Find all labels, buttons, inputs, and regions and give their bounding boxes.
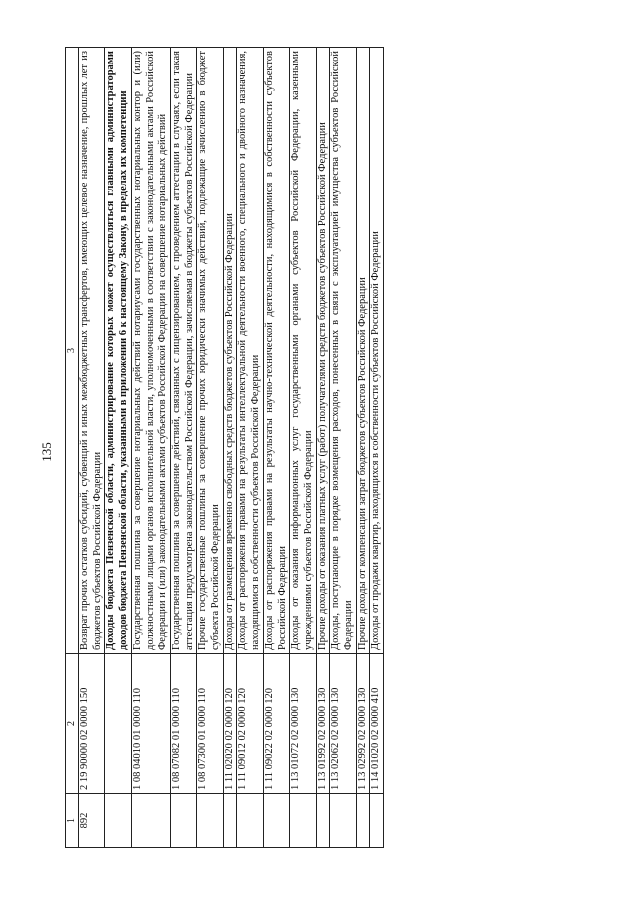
table-row — [223, 48, 237, 848]
admin-code-cell — [330, 794, 356, 848]
table-row — [356, 48, 370, 848]
table-row — [197, 48, 223, 848]
admin-code-cell — [170, 794, 196, 848]
revenue-description-cell: Прочие доходы от оказания платных услуг (работ) получателями средств бюджетов субъектов Российской Федерации — [316, 48, 330, 654]
revenue-code-cell: 1 11 09012 02 0000 120 — [237, 654, 263, 794]
admin-code-cell — [356, 794, 370, 848]
revenue-code-cell: 1 13 02992 02 0000 130 — [356, 654, 370, 794]
page-number: 135 — [39, 442, 54, 462]
revenue-code-cell: 1 08 07300 01 0000 110 — [197, 654, 223, 794]
revenue-description-cell: Доходы, поступающие в порядке возмещения расходов, понесенных в связи с эксплуатацией имущества субъектов Российской Федерации — [330, 48, 356, 654]
admin-code-cell — [263, 794, 289, 848]
revenue-code-cell: 1 11 02020 02 0000 120 — [223, 654, 237, 794]
admin-code-cell — [370, 794, 384, 848]
table-header-row — [66, 48, 79, 848]
admin-code-cell — [131, 794, 170, 848]
admin-code-cell — [223, 794, 237, 848]
table-row — [170, 48, 196, 848]
admin-code-cell — [105, 794, 131, 848]
table-row — [131, 48, 170, 848]
revenue-code-cell: 1 13 02062 02 0000 130 — [330, 654, 356, 794]
table-row — [105, 48, 131, 848]
header-col-1: 1 — [66, 794, 79, 848]
revenue-description-cell: Доходы бюджета Пензенской области, администрирование которых может осуществляться главными администраторами доходов бюджета Пензенской области, указанными в приложении 6 к настоящему Закону, в пределах их компетенции — [105, 48, 131, 654]
header-col-3: 3 — [66, 48, 79, 654]
admin-code-cell — [290, 794, 316, 848]
revenue-code-cell: 2 19 90000 02 0000 150 — [79, 654, 105, 794]
revenue-description-cell: Доходы от оказания информационных услуг государственными органами субъектов Российской Федерации, казенными учреждениями субъектов Российской Федерации — [290, 48, 316, 654]
table-row — [79, 48, 105, 848]
table-row — [237, 48, 263, 848]
revenue-description-cell: Прочие государственные пошлины за совершение прочих юридически значимых действий, подлежащие зачислению в бюджет субъекта Российской Федерации — [197, 48, 223, 654]
revenue-code-cell: 1 13 01992 02 0000 130 — [316, 654, 330, 794]
revenue-description-cell: Возврат прочих остатков субсидий, субвенций и иных межбюджетных трансфертов, имеющих целевое назначение, прошлых лет из бюджетов субъектов Российской Федерации — [79, 48, 105, 654]
header-col-2: 2 — [66, 654, 79, 794]
table-row — [316, 48, 330, 848]
revenue-description-cell: Доходы от размещения временно свободных средств бюджетов субъектов Российской Федерации — [223, 48, 237, 654]
revenue-description-cell: Доходы от распоряжения правами на результаты интеллектуальной деятельности военного, специального и двойного назначения, находящимися в собственности субъектов Российской Федерации — [237, 48, 263, 654]
table-row — [263, 48, 289, 848]
rotated-table-container — [65, 48, 384, 848]
revenue-description-cell: Доходы от распоряжения правами на результаты научно-технической деятельности, находящимися в собственности субъектов Российской Федерации — [263, 48, 289, 654]
revenue-code-cell: 1 13 01072 02 0000 130 — [290, 654, 316, 794]
admin-code-cell — [197, 794, 223, 848]
revenue-code-cell: 1 08 07082 01 0000 110 — [170, 654, 196, 794]
table-row — [330, 48, 356, 848]
admin-code-cell — [316, 794, 330, 848]
revenue-description-cell: Прочие доходы от компенсации затрат бюджетов субъектов Российской Федерации — [356, 48, 370, 654]
revenue-table — [65, 47, 384, 848]
revenue-code-cell: 1 08 04010 01 0000 110 — [131, 654, 170, 794]
table-row — [370, 48, 384, 848]
admin-code-cell: 892 — [79, 794, 105, 848]
revenue-code-cell — [105, 654, 131, 794]
revenue-code-cell: 1 14 01020 02 0000 410 — [370, 654, 384, 794]
revenue-description-cell: Доходы от продажи квартир, находящихся в собственности субъектов Российской Федерации — [370, 48, 384, 654]
revenue-code-cell: 1 11 09022 02 0000 120 — [263, 654, 289, 794]
admin-code-cell — [237, 794, 263, 848]
revenue-description-cell: Государственная пошлина за совершение действий, связанных с лицензированием, с проведением аттестации в случаях, если такая аттестация предусмотрена законодательством Российской Федерации, зачисляемая в бюджеты субъектов Российской Федерации — [170, 48, 196, 654]
revenue-description-cell: Государственная пошлина за совершение нотариальных действий нотариусами государственных нотариальных контор и (или) должностными лицами органов исполнительной власти, уполномоченными в соответствии с законодательными актами Российской Федерации и (или) законодательными актами субъектов Российской Федерации на совершение нотариальных действий — [131, 48, 170, 654]
table-row — [290, 48, 316, 848]
